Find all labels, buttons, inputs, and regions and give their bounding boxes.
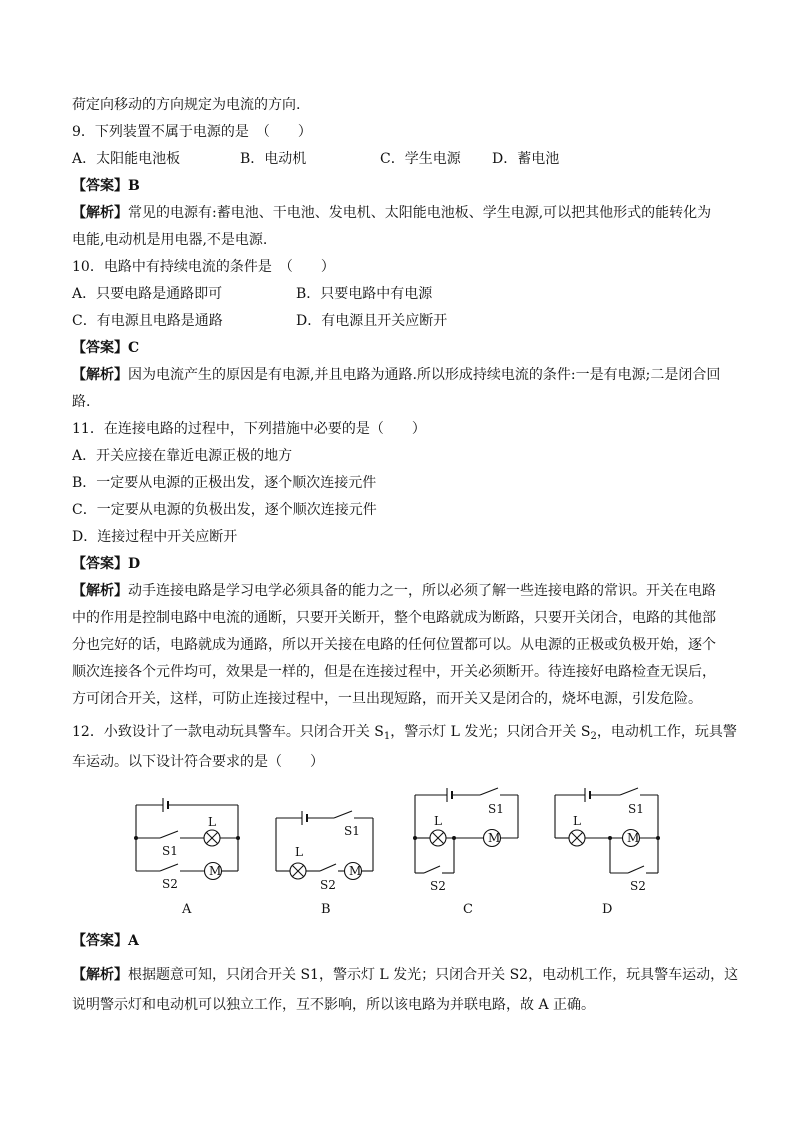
q12-analysis-text1: 根据题意可知，只闭合开关 S1，警示灯 L 发光；只闭合开关 S2，电动机工作，玩具警车运动，这 [128,967,739,983]
q9-analysis-label: 【解析】 [72,205,128,221]
q12-stem-sub1: 1 [383,731,391,742]
circuit-d [555,788,658,873]
circuit-a-lamp-label: L [208,815,216,829]
circuit-letter-a: A [182,902,192,917]
circuit-a [136,798,238,880]
circuit-d-s2-label: S2 [630,879,646,893]
q11-option-a: A．开关应接在靠近电源正极的地方 [72,448,293,464]
q9-analysis-line1 [72,200,722,227]
q11-option-b: B．一定要从电源的正极出发，逐个顺次连接元件 [72,475,377,491]
q9-analysis-line2: 电能,电动机是用电器,不是电源. [72,232,268,248]
q11-analysis-line2: 中的作用是控制电路中电流的通断，只要开关断开，整个电路就成为断路，只要开关闭合，电路的其他部 [72,610,716,626]
q12-answer: 【答案】A [72,933,139,949]
circuit-diagrams-svg [72,785,722,920]
q11-analysis-label: 【解析】 [72,583,128,599]
circuit-b-s1-label: S1 [344,824,360,838]
q11-analysis-line4: 顺次连接各个元件均可，效果是一样的，但是在连接过程中，开关必须断开。待连接好电路检查无误后， [72,664,716,680]
q12-analysis-line1 [72,960,739,990]
q11-option-c: C．一定要从电源的负极出发，逐个顺次连接元件 [72,502,377,518]
circuit-b-s2-label: S2 [320,878,336,892]
circuit-letter-b: B [321,902,331,917]
q11-answer: 【答案】D [72,556,141,572]
circuit-d-lamp-label: L [573,814,581,828]
q10-analysis-line1 [72,362,722,389]
q12-stem-part3: ，电动机工作，玩具警 [596,724,737,740]
q12-analysis-line2: 说明警示灯和电动机可以独立工作，互不影响，所以该电路为并联电路，故 A 正确。 [72,997,596,1013]
q10-stem: 10．电路中有持续电流的条件是 （ ） [72,259,335,275]
circuit-letter-c: C [463,902,473,917]
q9-options [72,146,722,173]
circuit-b-lamp-label: L [295,845,303,859]
q9-analysis-text1: 常见的电源有:蓄电池、干电池、发电机、太阳能电池板、学生电源,可以把其他形式的能转化为 [128,205,712,221]
q12-stem-line1 [72,717,737,747]
q10-analysis-line2: 路. [72,394,91,410]
q9-option-d: D．蓄电池 [492,151,560,167]
circuit-c-lamp-label: L [434,814,442,828]
circuit-c-motor-label: M [488,831,501,845]
circuit-c [415,788,518,873]
circuit-c-s2-label: S2 [430,879,446,893]
q11-analysis-line3: 分也完好的话，电路就成为通路，所以开关接在电路的任何位置都可以。从电源的正极或负极开始，逐个 [72,637,716,653]
q10-options-row1 [72,281,722,308]
circuit-b-motor-label: M [349,864,362,878]
q10-options-row2 [72,308,722,335]
q11-option-d: D．连接过程中开关应断开 [72,529,238,545]
q10-option-b: B．只要电路中有电源 [296,286,433,302]
q9-option-a: A．太阳能电池板 [72,151,181,167]
q12-circuit-diagrams [72,785,722,920]
q11-analysis-line5: 方可闭合开关，这样，可防止连接过程中，一旦出现短路，而开关又是闭合的，烧坏电源，引发危险。 [72,691,702,707]
q11-analysis-text1: 动手连接电路是学习电学必须具备的能力之一，所以必须了解一些连接电路的常识。开关在电路 [128,583,716,599]
circuit-a-s1-label: S1 [162,844,178,858]
q12-stem-part1: 12．小致设计了一款电动玩具警车。只闭合开关 S [72,724,384,740]
document-page [72,92,739,1020]
circuit-letter-d: D [602,902,613,917]
q9-answer: 【答案】B [72,178,140,194]
q12-stem-part2: ，警示灯 L 发光；只闭合开关 S [390,724,591,740]
q9-option-b: B．电动机 [240,151,307,167]
q12-stem-sub2: 2 [590,731,597,742]
q11-stem: 11．在连接电路的过程中，下列措施中必要的是（ ） [72,421,426,437]
q9-option-c: C．学生电源 [380,151,461,167]
q12-analysis-label: 【解析】 [72,967,128,983]
q10-option-a: A．只要电路是通路即可 [72,286,223,302]
circuit-a-s2-label: S2 [162,877,178,891]
q10-option-d: D．有电源且开关应断开 [296,313,448,329]
q10-option-c: C．有电源且电路是通路 [72,313,223,329]
q12-stem-line2: 车运动。以下设计符合要求的是（ ） [72,754,324,770]
q10-analysis-label: 【解析】 [72,367,128,383]
intro-line: 荷定向移动的方向规定为电流的方向. [72,97,301,113]
q10-analysis-text1: 因为电流产生的原因是有电源,并且电路为通路.所以形成持续电流的条件:一是有电源;二是闭合回 [128,367,721,383]
q10-answer: 【答案】C [72,340,140,356]
circuit-d-motor-label: M [627,831,640,845]
circuit-a-motor-label: M [209,864,222,878]
q9-stem: 9．下列装置不属于电源的是 （ ） [72,124,312,140]
circuit-c-s1-label: S1 [488,802,504,816]
circuit-d-s1-label: S1 [628,802,644,816]
q11-analysis-line1 [72,578,722,605]
